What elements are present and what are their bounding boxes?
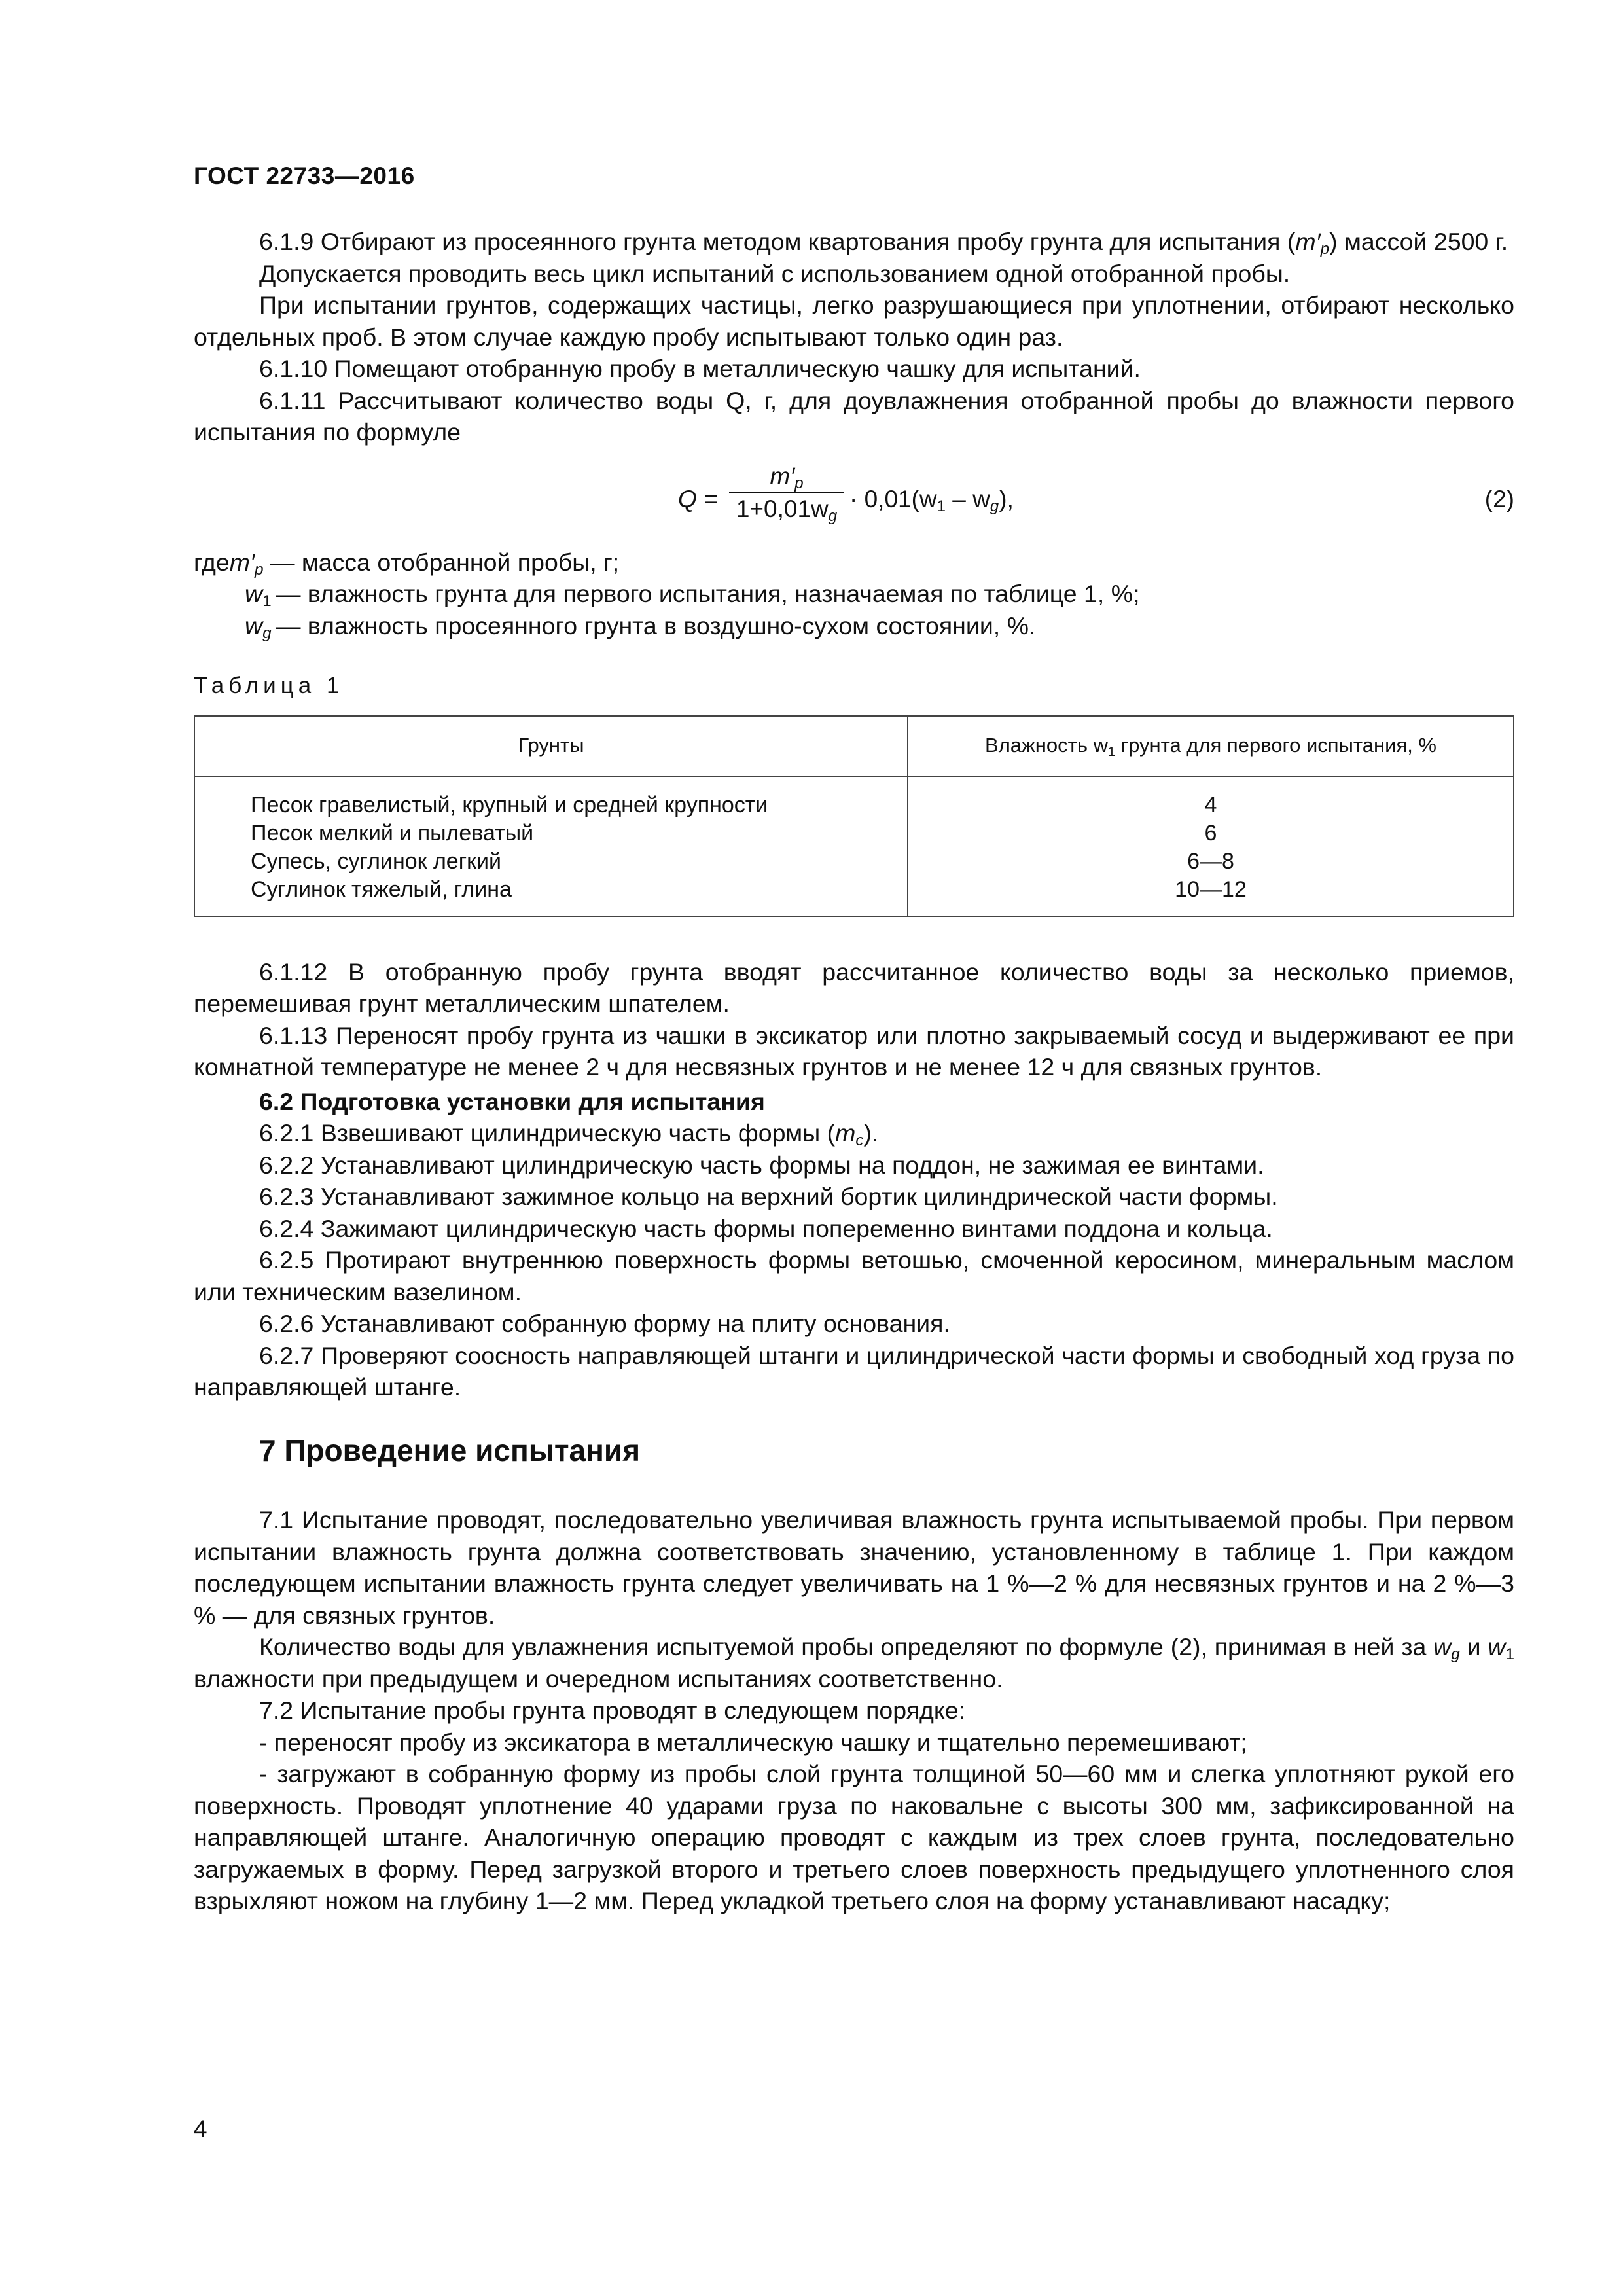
- column-header-moisture: Влажность $w_1$ грунта для первого испытания, %: [908, 716, 1514, 776]
- formula-number: (2): [1484, 485, 1514, 512]
- paragraph-7-1-water: Количество воды для увлажнения испытуемой пробы определяют по формуле (2), принимая в ней за $w_g$ и $w_1$ влажности при предыдущем и очередном испытаниях соответственно.: [194, 1633, 1514, 1693]
- page-number: 4: [194, 2115, 207, 2142]
- table-header-row: [194, 716, 1514, 776]
- definition-wg: $w_g$ — влажность просеянного грунта в воздушно-сухом состоянии, %.: [245, 611, 1036, 642]
- table-row: [194, 848, 1514, 876]
- paragraph-6-2-6: 6.2.6 Устанавливают собранную форму на плиту основания.: [259, 1310, 950, 1337]
- formula-numerator: $m'_p$: [770, 462, 804, 492]
- formula-lhs: Q =: [678, 485, 718, 512]
- table-row: [194, 819, 1514, 848]
- paragraph-6-2-5: 6.2.5 Протирают внутреннюю поверхность формы ветошью, смоченной керосином, минеральным маслом или техническим вазелином.: [194, 1246, 1514, 1306]
- table-cell-value: 10—12: [908, 876, 1514, 916]
- formula-rest: · $0,01(w_1 - w_g)$,: [849, 485, 1014, 515]
- table-cell-soil: Суглинок тяжелый, глина: [194, 876, 908, 916]
- table-cell-soil: Супесь, суглинок легкий: [194, 848, 908, 876]
- table-row: [194, 776, 1514, 819]
- list-item: - переносят пробу из эксикатора в металлическую чашку и тщательно перемешивают;: [259, 1728, 1247, 1756]
- table-caption: Таблица 1: [194, 673, 344, 698]
- formula-definitions: [194, 547, 1514, 642]
- table-row: [194, 876, 1514, 916]
- definition-w1: $w_1$ — влажность грунта для первого испытания, назначаемая по таблице 1, %;: [245, 580, 1140, 610]
- paragraph-6-1-9: 6.1.9 Отбирают из просеянного грунта методом квартования пробу грунта для испытания $(m'_p)$ массой 2500 г.: [259, 228, 1508, 258]
- paragraph-6-2-1: 6.2.1 Взвешивают цилиндрическую часть формы $(m_c)$.: [259, 1119, 879, 1149]
- paragraph-6-2-2: 6.2.2 Устанавливают цилиндрическую часть формы на поддон, не зажимая ее винтами.: [259, 1151, 1264, 1179]
- paragraph-6-2-7: 6.2.7 Проверяют соосность направляющей штанги и цилиндрической части формы и свободный ход груза по направляющей штанге.: [194, 1341, 1514, 1401]
- paragraph-6-2-3: 6.2.3 Устанавливают зажимное кольцо на верхний бортик цилиндрической части формы.: [259, 1183, 1278, 1210]
- paragraph-6-1-10: 6.1.10 Помещают отобранную пробу в металлическую чашку для испытаний.: [259, 355, 1141, 382]
- heading-section-7: 7 Проведение испытания: [259, 1433, 641, 1467]
- paragraph-6-2-4: 6.2.4 Зажимают цилиндрическую часть формы попеременно винтами поддона и кольца.: [259, 1214, 1273, 1242]
- table-cell-soil: Песок гравелистый, крупный и средней крупности: [194, 776, 908, 819]
- paragraph-particles: При испытании грунтов, содержащих частицы, легко разрушающиеся при уплотнении, отбирают несколько отдельных проб. В этом случае каждую пробу испытывают только один раз.: [194, 291, 1514, 351]
- formula-fraction: [729, 461, 844, 526]
- formula-denominator: $1+0,01w_g$: [736, 495, 838, 525]
- column-header-soils: Грунты: [194, 716, 908, 776]
- paragraph-6-1-13: 6.1.13 Переносят пробу грунта из чашки в эксикатор или плотно закрываемый сосуд и выдерживают ее при комнатной температуре не менее 2 ч для несвязных грунтов и не менее 12 ч для связных грунтов.: [194, 1021, 1514, 1081]
- formula-2: [194, 448, 1514, 547]
- paragraph-7-1: 7.1 Испытание проводят, последовательно увеличивая влажность грунта испытываемой пробы. При первом испытании влажность грунта должна соответствовать значению, установленному в таблице 1. При каждом последующем испытании влажность грунта следует увеличивать на 1 %—2 % для несвязных грунтов и на 2 %—3 % — для связных грунтов.: [194, 1506, 1514, 1629]
- document-header: ГОСТ 22733—2016: [194, 162, 415, 189]
- paragraph-7-2: 7.2 Испытание пробы грунта проводят в следующем порядке:: [259, 1696, 965, 1724]
- table-cell-value: 4: [908, 776, 1514, 819]
- table-cell-value: 6—8: [908, 848, 1514, 876]
- definition-mp: $гдеm'_p$ — масса отобранной пробы, г;: [194, 548, 620, 579]
- document-body: [194, 226, 1514, 1917]
- table-cell-soil: Песок мелкий и пылеватый: [194, 819, 908, 848]
- heading-6-2: 6.2 Подготовка установки для испытания: [259, 1087, 765, 1115]
- table-cell-value: 6: [908, 819, 1514, 848]
- paragraph-6-1-11: 6.1.11 Рассчитывают количество воды Q, г, для доувлажнения отобранной пробы до влажности первого испытания по формуле: [194, 386, 1514, 446]
- paragraph-allowed: Допускается проводить весь цикл испытаний с использованием одной отобранной пробы.: [259, 259, 1291, 287]
- list-item: - загружают в собранную форму из пробы слой грунта толщиной 50—60 мм и слегка уплотняют рукой его поверхность. Проводят уплотнение 40 ударами груза по наковальне с высоты 300 мм, зафиксированной на направляющей штанге. Аналогичную операцию проводят с каждым из трех слоев грунта, последовательно загружаемых в форму. Перед загрузкой второго и третьего слоев поверхность предыдущего уплотненного слоя взрыхляют ножом на глубину 1—2 мм. Перед укладкой третьего слоя на форму устанавливают насадку;: [194, 1760, 1514, 1914]
- soil-moisture-table: [194, 715, 1514, 917]
- paragraph-6-1-12: 6.1.12 В отобранную пробу грунта вводят рассчитанное количество воды за несколько приемов, перемешивая грунт металлическим шпателем.: [194, 958, 1514, 1017]
